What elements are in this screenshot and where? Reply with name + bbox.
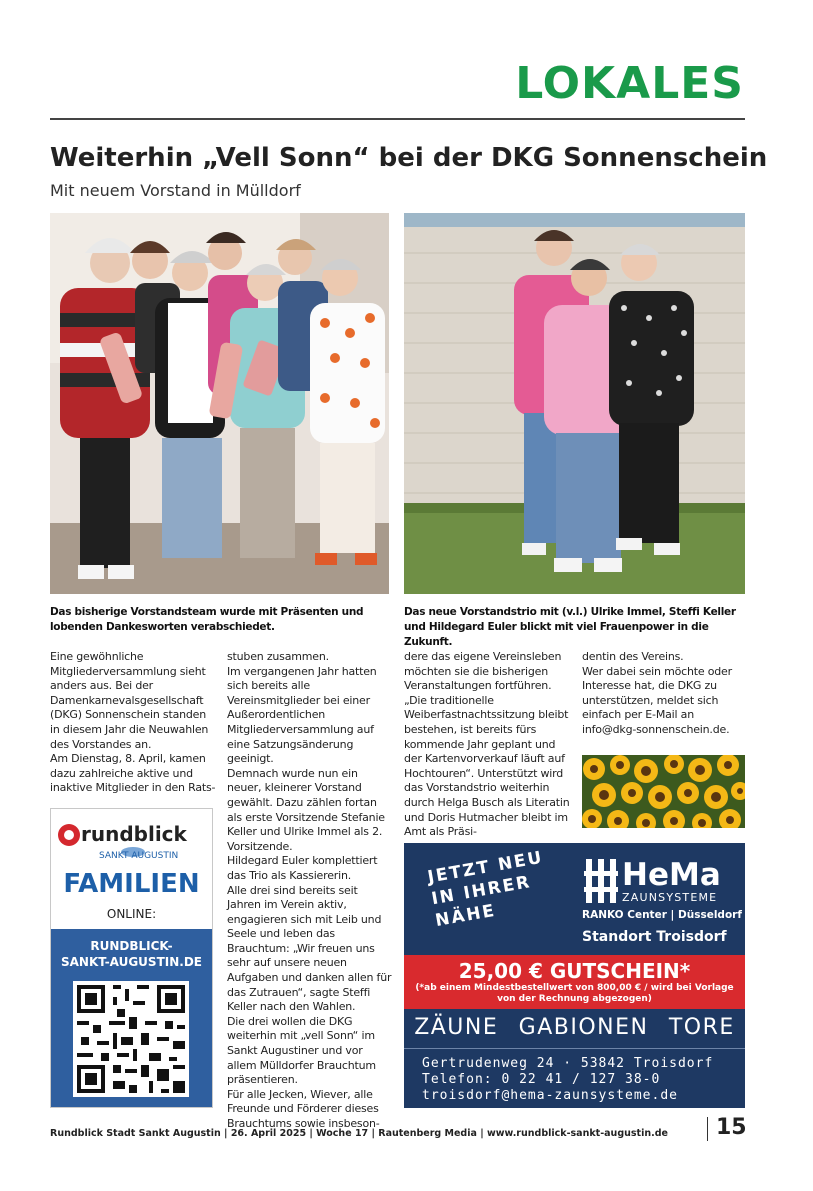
rundblick-logo-text: rundblick	[81, 822, 187, 846]
hema-slogan: JETZT NEU IN IHRER NÄHE	[426, 847, 545, 932]
paragraph: Alle drei sind bereits seit Jahren im Verein aktiv, engagieren sich mit Leib und Seele und leben das Brauchtum: „Wir freuen uns sehr auf unsere neuen Aufgaben und danken allen für das Zutrauen“, sagte Steffi Keller nach den Wahlen.	[227, 883, 392, 1014]
sunflower-image	[582, 755, 745, 828]
paragraph: Demnach wurde nun ein neuer, kleinerer Vorstand gewählt. Dazu zählen fortan als erste Vorsitzende Stefanie Keller und Ulrike Immel als 2. Vorsitzende.	[227, 766, 385, 853]
hema-contact	[422, 1056, 713, 1104]
hema-address: Gertrudenweg 24 · 53842 Troisdorf	[422, 1056, 714, 1071]
qr-code-icon[interactable]	[73, 981, 189, 1097]
paragraph: Hildegard Euler komplettiert das Trio als Kassiererin.	[227, 854, 378, 882]
rundblick-logo	[51, 817, 212, 863]
hema-divider	[404, 1048, 745, 1049]
hema-brand: HeMa	[622, 857, 721, 893]
paragraph: dentin des Vereins.	[582, 650, 684, 663]
hema-product: GABIONEN	[518, 1015, 649, 1040]
paragraph: „Die traditionelle Weiberfastnachtssitzung bleibt bestehen, ist bereits fürs kommende Jahr geplant und der Kartenvorverkauf läuft auf Hochtouren“. Unterstützt wird das Vorstandstrio weiterhin durch Helga Busch als Literatin und Doris Hutmacher bleibt im Amt als Präsi-	[404, 693, 570, 839]
section-label: LOKALES	[515, 58, 744, 109]
page-number: 15	[716, 1115, 747, 1140]
caption-right: Das neue Vorstandstrio mit (v.l.) Ulrike Immel, Steffi Keller und Hildegard Euler blickt mit viel Frauenpower in die Zukunft.	[404, 606, 736, 648]
paragraph: Eine gewöhnliche Mitgliederversammlung sieht anders aus. Bei der Damenkarnevalsgesellschaft (DKG) Sonnenschein standen in diesem Jahr die Neuwahlen des Vorstandes an.	[50, 650, 209, 751]
ad-hema[interactable]	[404, 843, 745, 1108]
article-headline: Weiterhin „Vell Sonn“ bei der DKG Sonnenschein	[50, 143, 768, 173]
photo-former-board	[50, 213, 389, 594]
article-column-4	[582, 650, 745, 738]
article-column-2	[227, 650, 393, 1132]
article-column-1	[50, 650, 216, 796]
hema-product: ZÄUNE	[414, 1015, 499, 1040]
article-column-3	[404, 650, 570, 840]
header-rule	[50, 118, 745, 120]
hema-voucher: 25,00 € GUTSCHEIN*	[458, 959, 691, 983]
article-subheadline: Mit neuem Vorstand in Mülldorf	[50, 181, 301, 200]
paragraph: Die drei wollen die DKG weiterhin mit „vell Sonn“ im Sankt Augustiner und vor allem Mülldorfer Brauchtum präsentieren.	[227, 1014, 376, 1087]
ad-url-line2: SANKT-AUGUSTIN.DE	[61, 955, 202, 969]
page-number-divider	[707, 1117, 708, 1141]
fence-icon	[584, 859, 618, 903]
hema-voucher-panel	[404, 955, 745, 1009]
rundblick-logo-sub: SANKT AUGUSTIN	[99, 851, 179, 861]
ad-url-line1: RUNDBLICK-	[90, 939, 173, 953]
hema-phone: Telefon: 0 22 41 / 127 38-0	[422, 1072, 661, 1087]
hema-voucher-note: (*ab einem Mindestbestellwert von 800,00 € / wird bei Vorlage von der Rechnung abgezogen)	[415, 983, 734, 1004]
ad-title: FAMILIEN	[63, 869, 200, 899]
page-footer: Rundblick Stadt Sankt Augustin | 26. April 2025 | Woche 17 | Rautenberg Media | www.rundblick-sankt-augustin.de	[50, 1128, 668, 1139]
paragraph: Für alle Jecken, Wiever, alle Freunde und Förderer dieses Brauchtums sowie insbeson-	[227, 1087, 380, 1130]
caption-left: Das bisherige Vorstandsteam wurde mit Präsenten und lobenden Dankesworten verabschiedet.	[50, 606, 364, 633]
ad-blue-panel	[51, 929, 212, 1107]
hema-product: TORE	[668, 1015, 735, 1040]
paragraph: dere das eigene Vereinsleben möchten sie die bisherigen Veranstaltungen fortführen.	[404, 650, 562, 693]
ad-rundblick[interactable]	[50, 808, 213, 1108]
paragraph: Im vergangenen Jahr hatten sich bereits alle Vereinsmitglieder bei einer Außerordentlichen Mitgliederversammlung auf eine Satzungsänderung geeinigt.	[227, 664, 377, 766]
photo-new-board	[404, 213, 745, 594]
paragraph: Wer dabei sein möchte oder Interesse hat, die DKG zu unterstützen, meldet sich einfach per E-Mail an info@dkg-sonnenschein.de.	[582, 664, 732, 736]
hema-brand-sub: ZAUNSYSTEME	[622, 891, 718, 904]
ad-online-label: ONLINE:	[106, 907, 157, 921]
paragraph: Am Dienstag, 8. April, kamen dazu zahlreiche aktive und inaktive Mitglieder in den Rats-	[50, 752, 216, 795]
hema-email[interactable]: troisdorf@hema-zaunsysteme.de	[422, 1088, 678, 1103]
paragraph: stuben zusammen.	[227, 650, 329, 663]
hema-locations: RANKO Center | Düsseldorf	[582, 909, 742, 921]
hema-products	[404, 1015, 745, 1047]
hema-standort: Standort Troisdorf	[582, 929, 727, 945]
